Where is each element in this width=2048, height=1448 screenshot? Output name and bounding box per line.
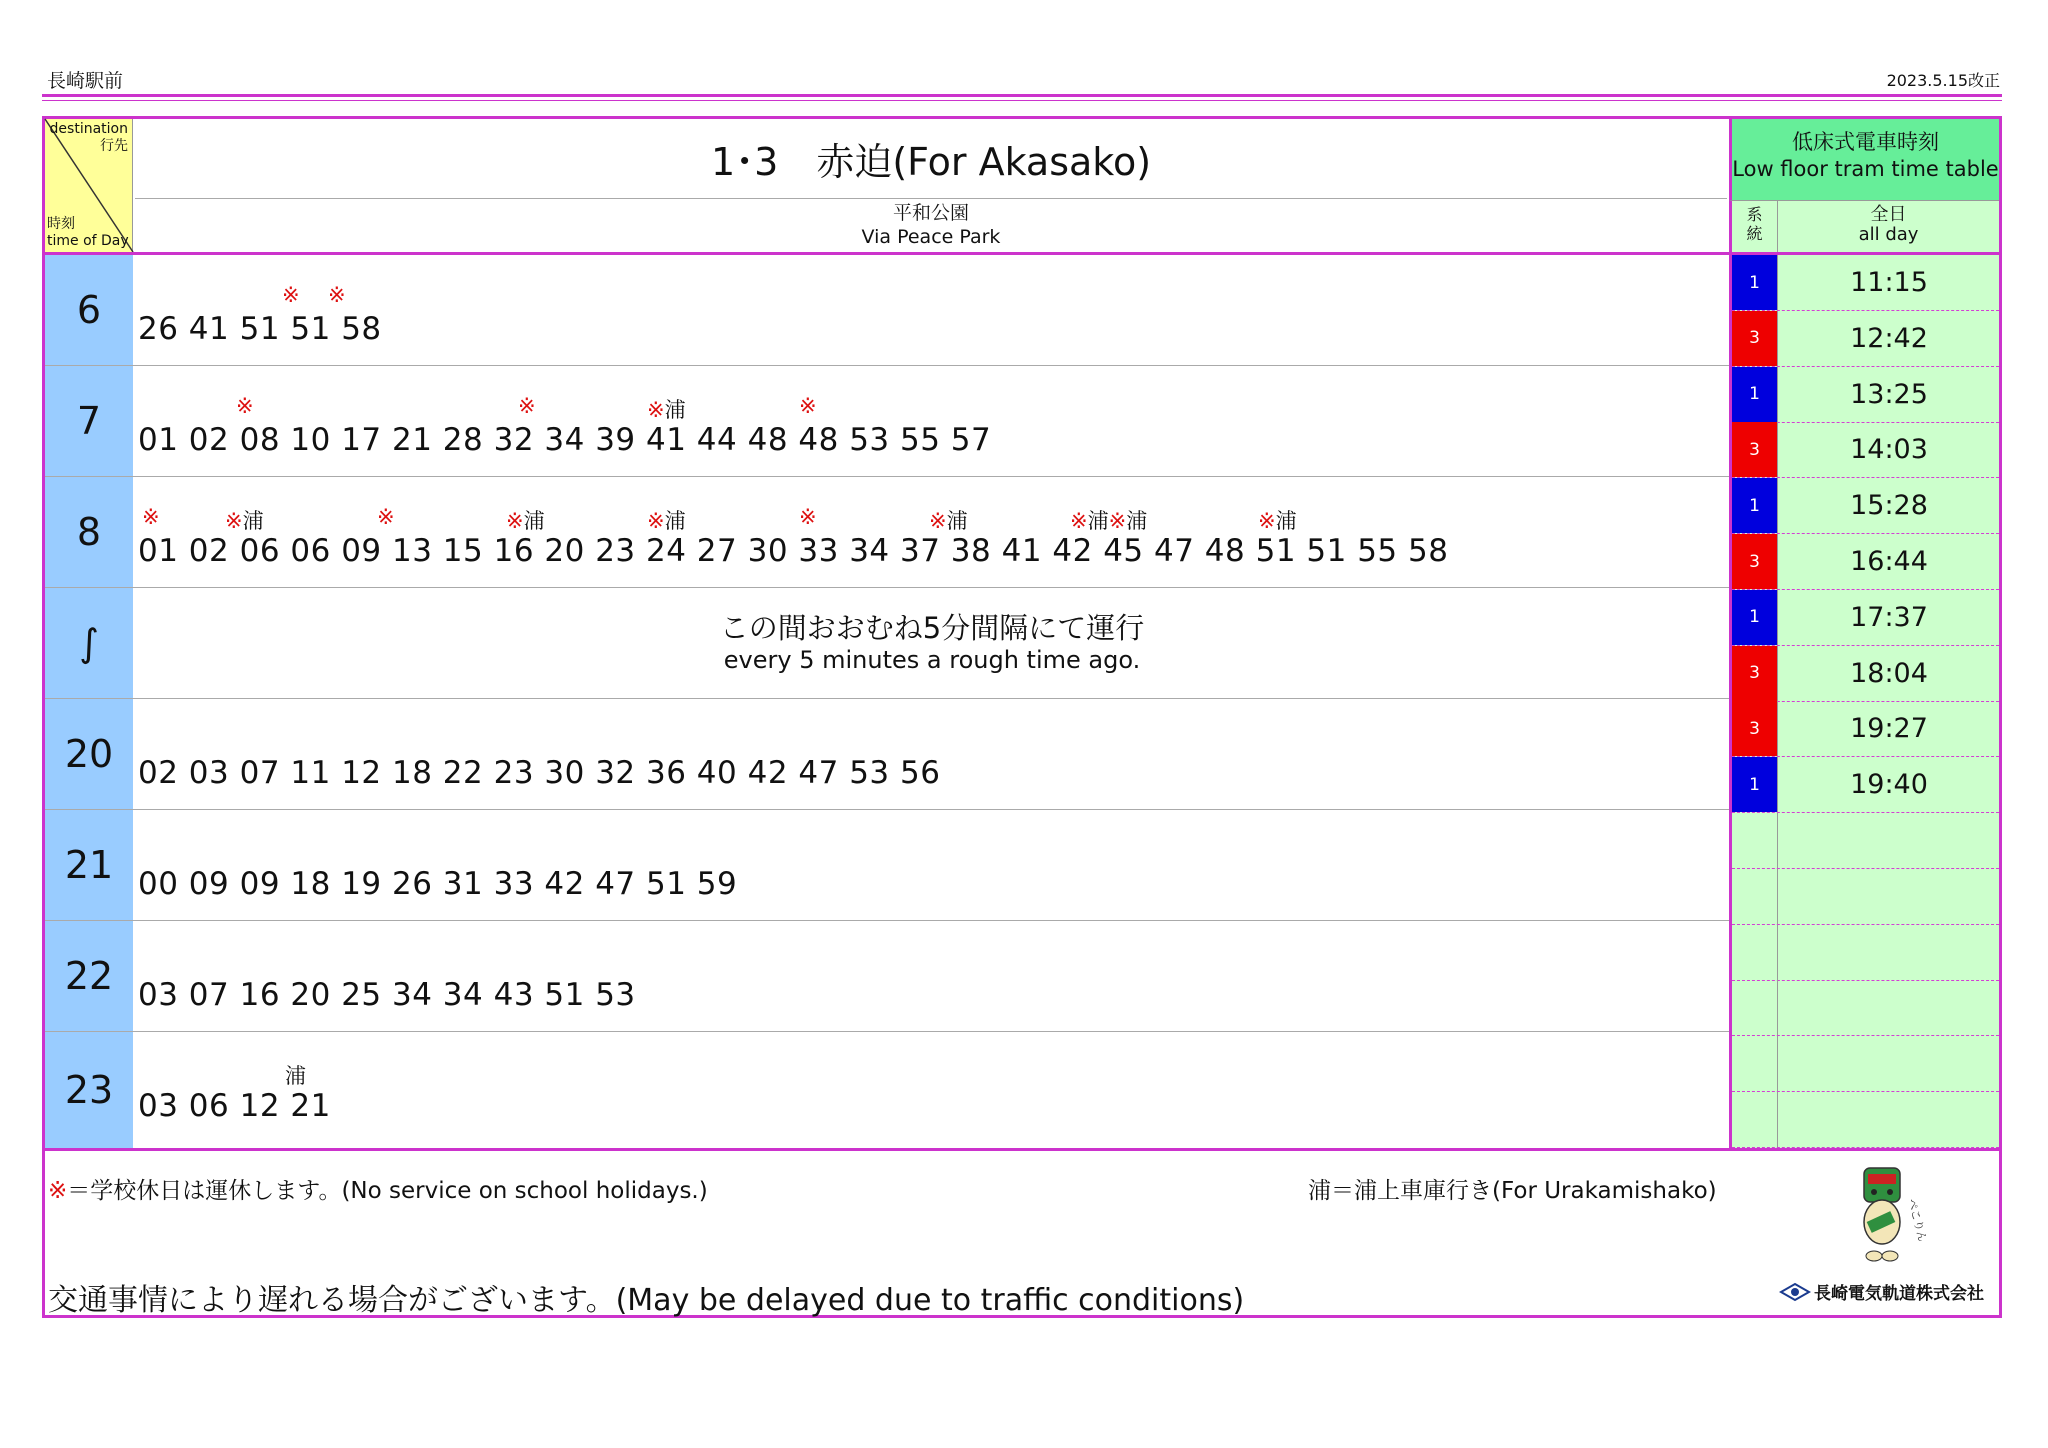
- low-floor-slot: [1732, 701, 1999, 757]
- station-name: 長崎駅前: [47, 70, 124, 92]
- route-badge: 1: [1732, 367, 1778, 422]
- minutes-list: 02 03 07 11 12 18 22 23 30 32 36 40 42 47 53 56: [138, 755, 941, 791]
- hour-cell: 23: [45, 1032, 133, 1148]
- low-floor-title-en: Low floor tram time table: [1732, 157, 1999, 181]
- destination-label-jp: 行先: [100, 138, 128, 154]
- low-floor-slot: [1732, 1092, 1999, 1148]
- school-mark: ※: [142, 505, 160, 529]
- allday-header-en: all day: [1858, 224, 1919, 245]
- interval-note-jp: この間おおむね5分間隔にて運行: [719, 611, 1145, 645]
- school-ura-mark: ※浦: [506, 509, 545, 533]
- low-floor-slot: [1732, 311, 1999, 367]
- route-badge: 3: [1732, 646, 1778, 701]
- low-floor-slot: [1732, 813, 1999, 869]
- hour-cell: 20: [45, 699, 133, 809]
- low-floor-allday-header: [1778, 200, 1999, 252]
- ura-mark: 浦: [285, 1064, 306, 1088]
- empty-route-cell: [1732, 980, 1778, 1035]
- school-ura-mark: ※浦: [225, 509, 264, 533]
- diagonal-destination-label: [50, 121, 128, 155]
- route-header-line1: 系: [1746, 205, 1763, 224]
- hour-cell: 8: [45, 477, 133, 587]
- low-floor-column: [1729, 255, 1999, 1148]
- empty-route-cell: [1732, 1036, 1778, 1091]
- hour-row-23: [45, 1032, 1729, 1148]
- footer-rule: [45, 1148, 1999, 1151]
- route-badge: 3: [1732, 422, 1778, 477]
- revision-date: 2023.5.15改正: [1886, 71, 2000, 90]
- departure-time: 15:28: [1850, 490, 1928, 522]
- low-floor-slot: [1732, 367, 1999, 423]
- school-mark: ※: [236, 394, 254, 418]
- route-badge: 3: [1732, 701, 1778, 756]
- low-floor-slot: [1732, 757, 1999, 813]
- school-holiday-text: ＝学校休日は運休します。(No service on school holidays.): [67, 1178, 708, 1204]
- hour-row-interval: [45, 588, 1729, 699]
- route-badge: 1: [1732, 757, 1778, 812]
- departure-time: 16:44: [1850, 546, 1928, 577]
- low-floor-slot: [1732, 590, 1999, 646]
- route-header-line2: 統: [1746, 224, 1763, 243]
- low-floor-title: [1729, 119, 1999, 200]
- empty-route-cell: [1732, 1092, 1778, 1147]
- urakami-note: 浦＝浦上車庫行き(For Urakamishako): [1308, 1178, 1717, 1204]
- header-diagonal-cell: [45, 119, 133, 252]
- departure-time: 14:03: [1850, 434, 1928, 466]
- delay-note: 交通事情により遅れる場合がございます。(May be delayed due to traffic conditions): [48, 1283, 1245, 1318]
- low-floor-slot: [1732, 646, 1999, 702]
- low-floor-slot: [1732, 869, 1999, 925]
- empty-route-cell: [1732, 813, 1778, 868]
- hour-cell: 7: [45, 366, 133, 476]
- route-badge: 3: [1732, 311, 1778, 366]
- departure-time: 18:04: [1850, 657, 1928, 689]
- departure-time: 13:25: [1850, 378, 1928, 410]
- school-ura-mark: ※浦: [647, 398, 686, 422]
- minutes-list: 00 09 09 18 19 26 31 33 42 47 51 59: [138, 866, 738, 902]
- school-mark: ※: [799, 505, 817, 529]
- school-mark: ※: [799, 394, 817, 418]
- hour-cell: 6: [45, 255, 133, 365]
- low-floor-slot: [1732, 478, 1999, 534]
- low-floor-slot: [1732, 534, 1999, 590]
- school-mark: ※: [282, 283, 300, 307]
- school-mark: ※: [328, 283, 346, 307]
- minutes-list: 03 06 12 21: [138, 1088, 331, 1124]
- empty-route-cell: [1732, 869, 1778, 924]
- route-badge: 1: [1732, 478, 1778, 533]
- company-name: 長崎電気軌道株式会社: [1814, 1284, 1984, 1304]
- minutes-list: 26 41 51 51 58: [138, 311, 382, 347]
- departure-time: 12:42: [1850, 322, 1928, 354]
- departure-time: 11:15: [1850, 267, 1928, 298]
- school-ura-mark: ※浦※浦: [1070, 509, 1148, 533]
- departure-time: 17:37: [1850, 601, 1928, 633]
- school-ura-mark: ※浦: [1258, 509, 1297, 533]
- company-logo: [1780, 1279, 1984, 1304]
- mascot-icon: [1842, 1160, 1930, 1278]
- company-emblem-icon: [1780, 1283, 1810, 1301]
- school-holiday-note: [48, 1172, 708, 1205]
- low-floor-slot: [1732, 255, 1999, 311]
- hour-row-22: [45, 921, 1729, 1032]
- time-label-jp: 時刻: [47, 216, 75, 232]
- low-floor-route-header: [1729, 200, 1778, 252]
- hour-cell: 21: [45, 810, 133, 920]
- via-jp: 平和公園: [892, 202, 969, 224]
- school-ura-mark: ※浦: [929, 509, 968, 533]
- hour-row-7: [45, 366, 1729, 477]
- low-floor-slot: [1732, 980, 1999, 1036]
- hour-cell-interval: ∫: [45, 588, 133, 698]
- hour-row-20: [45, 699, 1729, 810]
- school-mark: ※: [518, 394, 536, 418]
- route-title: 1･3 赤迫(For Akasako): [135, 119, 1727, 199]
- school-ura-mark: ※浦: [647, 509, 686, 533]
- departure-time: 19:27: [1850, 713, 1928, 745]
- low-floor-title-jp: 低床式電車時刻: [1792, 130, 1939, 154]
- hour-row-8: [45, 477, 1729, 588]
- time-label-en: time of Day: [47, 233, 129, 249]
- top-rule: [42, 94, 2002, 97]
- route-badge: 1: [1732, 590, 1778, 645]
- empty-route-cell: [1732, 925, 1778, 980]
- mascot-label: ぺこりん: [1905, 1197, 1930, 1244]
- school-mark: ※: [377, 505, 395, 529]
- top-rule-thin: [42, 100, 2002, 101]
- allday-header-jp: 全日: [1870, 204, 1907, 225]
- minutes-list: 01 02 08 10 17 21 28 32 34 39 41 44 48 48 53 55 57: [138, 422, 992, 458]
- destination-label-en: destination: [49, 121, 128, 137]
- via-en: Via Peace Park: [861, 226, 1001, 248]
- hour-row-6: [45, 255, 1729, 366]
- route-badge: 3: [1732, 534, 1778, 589]
- low-floor-slot: [1732, 1036, 1999, 1092]
- departure-time: 19:40: [1850, 769, 1928, 801]
- hour-row-21: [45, 810, 1729, 921]
- route-badge: 1: [1732, 255, 1778, 310]
- minutes-list: 03 07 16 20 25 34 34 43 51 53: [138, 977, 636, 1013]
- kome-mark: ※: [48, 1178, 68, 1204]
- diagonal-time-label: [47, 216, 129, 250]
- low-floor-slot: [1732, 422, 1999, 478]
- via-label: [135, 200, 1727, 253]
- low-floor-slot: [1732, 925, 1999, 981]
- interval-note-en: every 5 minutes a rough time ago.: [723, 646, 1141, 674]
- hour-cell: 22: [45, 921, 133, 1031]
- minutes-list: 01 02 06 06 09 13 15 16 20 23 24 27 30 33 34 37 38 41 42 45 47 48 51 51 55 58: [138, 533, 1449, 569]
